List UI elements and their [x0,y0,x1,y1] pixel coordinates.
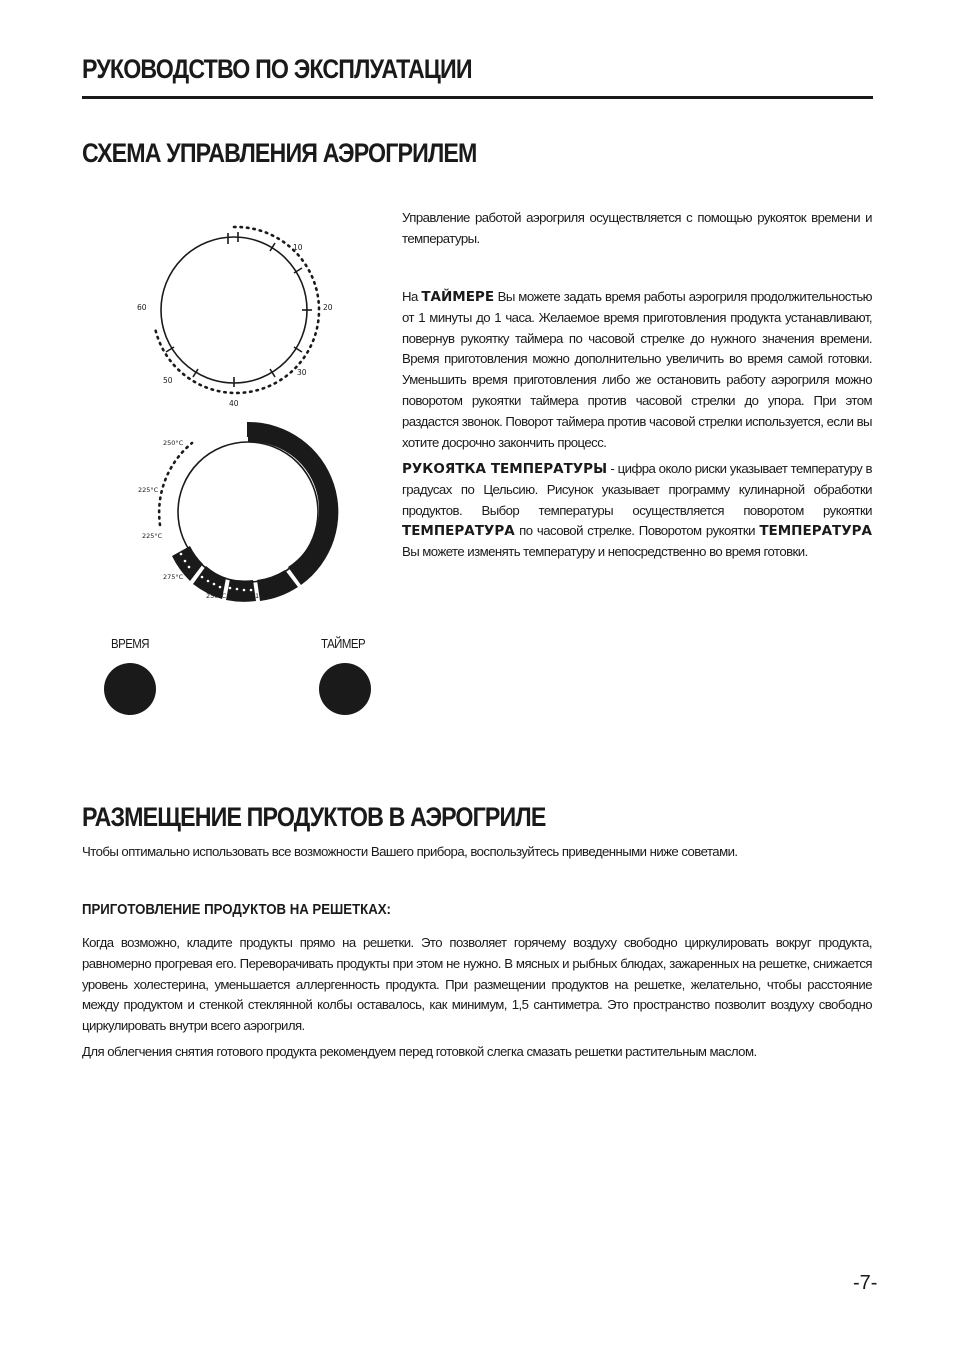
timer-knob-label: ТАЙМЕР [321,636,366,651]
temperature-dial-segments [172,546,298,602]
timer-dial-diagram [120,220,360,420]
timer-label-50: 50 [163,376,173,385]
timer-label-40: 40 [229,399,239,408]
timer-label-20: 20 [323,303,333,312]
time-knob-label: ВРЕМЯ [111,636,150,651]
temperature-keyword: РУКОЯТКА ТЕМПЕРАТУРЫ [402,461,608,477]
temperature-dial-thick-arc [248,422,338,585]
timer-label-30: 30 [297,368,307,377]
timer-dial-face [161,237,307,383]
control-intro-paragraph: Управление работой аэрогриля осуществляется с помощью рукояток времени и температуры. [402,210,872,246]
placement-intro: Чтобы оптимально использовать все возможности Вашего прибора, воспользуйтесь приведенными ниже советами. [82,844,738,859]
timer-dial-ticks [166,232,312,387]
temperature-label-250-bottom: 250°C [206,592,227,600]
temperature-paragraph: РУКОЯТКА ТЕМПЕРАТУРЫ - цифра около риски указывает температуру в градусах по Цельсию. Рисунок указывает программу кулинарной обработки продуктов. Выбор температуры осуществляется поворотом рукоятки ТЕМПЕРАТУРА по часовой стрелке. Поворотом рукоятки ТЕМПЕРАТУРА Вы можете изменять температуру и непосредственно во время готовки. [402,461,872,560]
control-section-title: СХЕМА УПРАВЛЕНИЯ АЭРОГРИЛЕМ [82,138,477,168]
timer-keyword: ТАЙМЕРЕ [421,289,495,305]
timer-label-10: 10 [293,243,303,252]
temperature-dial-diagram [130,415,340,610]
temperature-label-250-top: 250°C [163,439,184,447]
document-header-title: РУКОВОДСТВО ПО ЭКСПЛУАТАЦИИ [82,54,472,84]
timer-label-60: 60 [137,303,147,312]
temperature-label-225-upper: 225°C [138,486,159,494]
timer-knob [319,663,371,715]
timer-paragraph: На ТАЙМЕРЕ Вы можете задать время работы аэрогриля продолжительностью от 1 минуты до 1 часа. Желаемое время приготовления продукта устанавливают, повернув рукоятку таймера по часовой стрелке до нужного значения времени. Время приготовления можно дополнительно увеличить во время самой готовки. Уменьшить время приготовления либо же остановить работу аэрогриля можно поворотом рукоятки таймера против часовой стрелки до упора. При этом раздастся звонок. Поворот таймера против часовой стрелки используется, если вы хотите досрочно закончить процесс. [402,289,873,450]
temperature-label-275: 275°C [163,573,184,581]
racks-paragraph-2: Для облегчения снятия готового продукта рекомендуем перед готовкой слегка смазать решетки растительным маслом. [82,1044,757,1059]
page-number: -7- [853,1272,878,1294]
placement-section-title: РАЗМЕЩЕНИЕ ПРОДУКТОВ В АЭРОГРИЛЕ [82,802,546,832]
header-rule [82,96,873,99]
temperature-keyword-3: ТЕМПЕРАТУРА [759,523,872,540]
temperature-label-225-lower: 225°C [142,532,163,540]
racks-paragraph-1: Когда возможно, кладите продукты прямо на решетки. Это позволяет горячему воздуху свободно циркулировать вокруг продукта, равномерно прогревая его. Переворачивать продукты при этом не нужно. В мясных и рыбных блюдах, зажаренных на решетке, снижается уровень холестерина, уменьшается аллергенность продукта. При размещении продуктов на решетке, желательно, чтобы расстояние между продуктом и стенкой стеклянной колбы оставалось, как минимум, 1,5 сантиметра. Это пространство позволит воздуху свободно циркулировать внутри всего аэрогриля. [82,935,872,1034]
temperature-label-125: 125°C [255,592,276,600]
racks-subtitle: ПРИГОТОВЛЕНИЕ ПРОДУКТОВ НА РЕШЕТКАХ: [82,901,391,918]
time-knob [104,663,156,715]
temperature-keyword-2: ТЕМПЕРАТУРА [402,523,515,540]
temperature-dial-dotted-arc [159,443,192,525]
